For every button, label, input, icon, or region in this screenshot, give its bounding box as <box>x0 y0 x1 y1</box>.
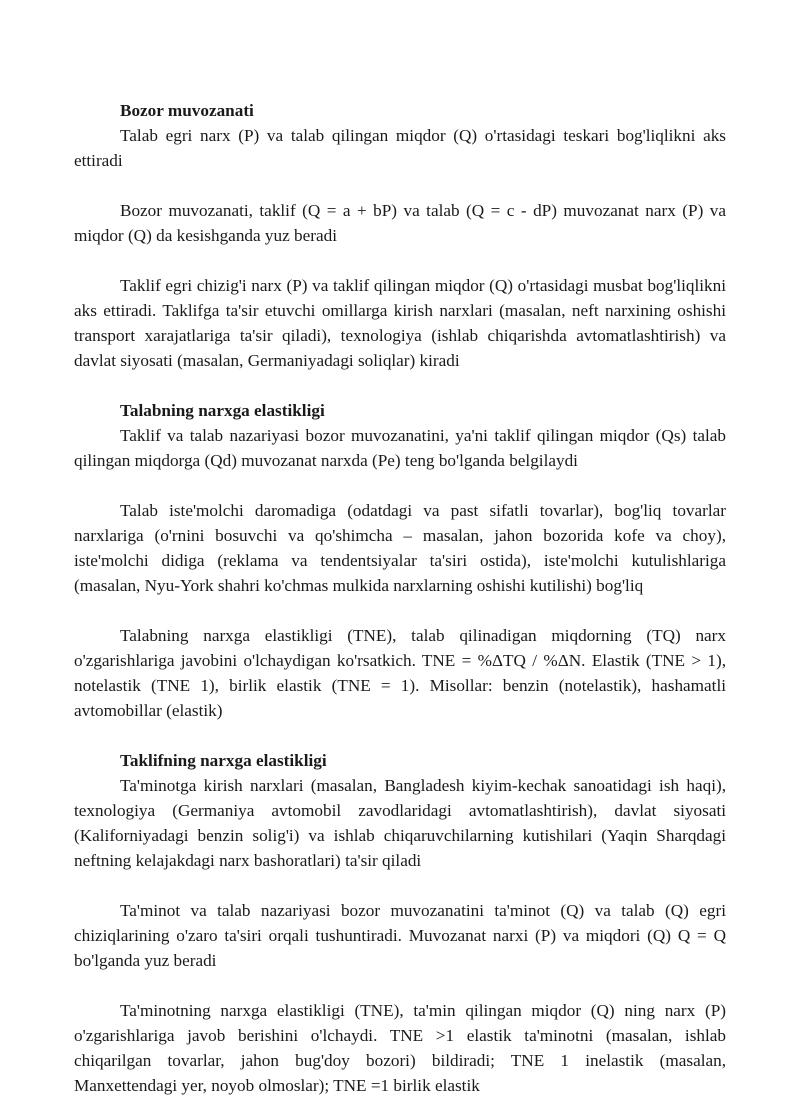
paragraph: Ta'minotning narxga elastikligi (TNE), ta'min qilingan miqdor (Q) ning narx (P) o'zgarishlariga javob berishini o'lchaydi. TNE >1 elastik ta'minotni (masalan, ishlab chiqarilgan tovarlar, jahon bug'doy bozori) bildiradi; TNE 1 inelastik (masalan, Manxettendagi yer, noyob olmoslar); TNE =1 birlik elastik <box>74 1001 726 1095</box>
document-page <box>74 98 726 1098</box>
paragraph: Talab egri narx (P) va talab qilingan miqdor (Q) o'rtasidagi teskari bog'liqlikni aks ettiradi <box>74 126 726 170</box>
paragraph: Talab iste'molchi daromadiga (odatdagi va past sifatli tovarlar), bog'liq tovarlar narxlariga (o'rnini bosuvchi va qo'shimcha – masalan, jahon bozorida kofe va choy), iste'molchi didiga (reklama va tendentsiyalar ta'siri ostida), iste'molchi kutulishlariga (masalan, Nyu-York shahri ko'chmas mulkida narxlarning oshishi kutilishi) bog'liq <box>74 501 726 595</box>
section-heading-taklif-elastikligi: Taklifning narxga elastikligi <box>120 751 327 770</box>
paragraph: Talabning narxga elastikligi (TNE), talab qilinadigan miqdorning (TQ) narx o'zgarishlariga javobini o'lchaydigan ko'rsatkich. TNE = %ΔTQ / %ΔN. Elastik (TNE > 1), notelastik (TNE 1), birlik elastik (TNE = 1). Misollar: benzin (notelastik), hashamatli avtomobillar (elastik) <box>74 626 726 720</box>
section-heading-bozor-muvozanati: Bozor muvozanati <box>120 101 254 120</box>
section-heading-talab-elastikligi: Talabning narxga elastikligi <box>120 401 325 420</box>
paragraph: Ta'minotga kirish narxlari (masalan, Bangladesh kiyim-kechak sanoatidagi ish haqi), texnologiya (Germaniya avtomobil zavodlaridagi avtomatlashtirish), davlat siyosati (Kaliforniyadagi benzin solig'i) va ishlab chiqaruvchilarning kutishilari (Yaqin Sharqdagi neftning kelajakdagi narx bashoratlari) ta'sir qiladi <box>74 776 726 870</box>
paragraph: Bozor muvozanati, taklif (Q = a + bP) va talab (Q = c - dP) muvozanat narx (P) va miqdor (Q) da kesishganda yuz beradi <box>74 201 726 245</box>
paragraph: Ta'minot va talab nazariyasi bozor muvozanatini ta'minot (Q) va talab (Q) egri chiziqlarining o'zaro ta'siri orqali tushuntiradi. Muvozanat narxi (P) va miqdori (Q) Q = Q bo'lganda yuz beradi <box>74 901 726 970</box>
paragraph: Taklif egri chizig'i narx (P) va taklif qilingan miqdor (Q) o'rtasidagi musbat bog'liqlikni aks ettiradi. Taklifga ta'sir etuvchi omillarga kirish narxlari (masalan, neft narxining oshishi transport xarajatlariga ta'sir qiladi), texnologiya (ishlab chiqarishda avtomatlashtirish) va davlat siyosati (masalan, Germaniyadagi soliqlar) kiradi <box>74 276 726 370</box>
paragraph: Taklif va talab nazariyasi bozor muvozanatini, ya'ni taklif qilingan miqdor (Qs) talab qilingan miqdorga (Qd) muvozanat narxda (Pe) teng bo'lganda belgilaydi <box>74 426 726 470</box>
